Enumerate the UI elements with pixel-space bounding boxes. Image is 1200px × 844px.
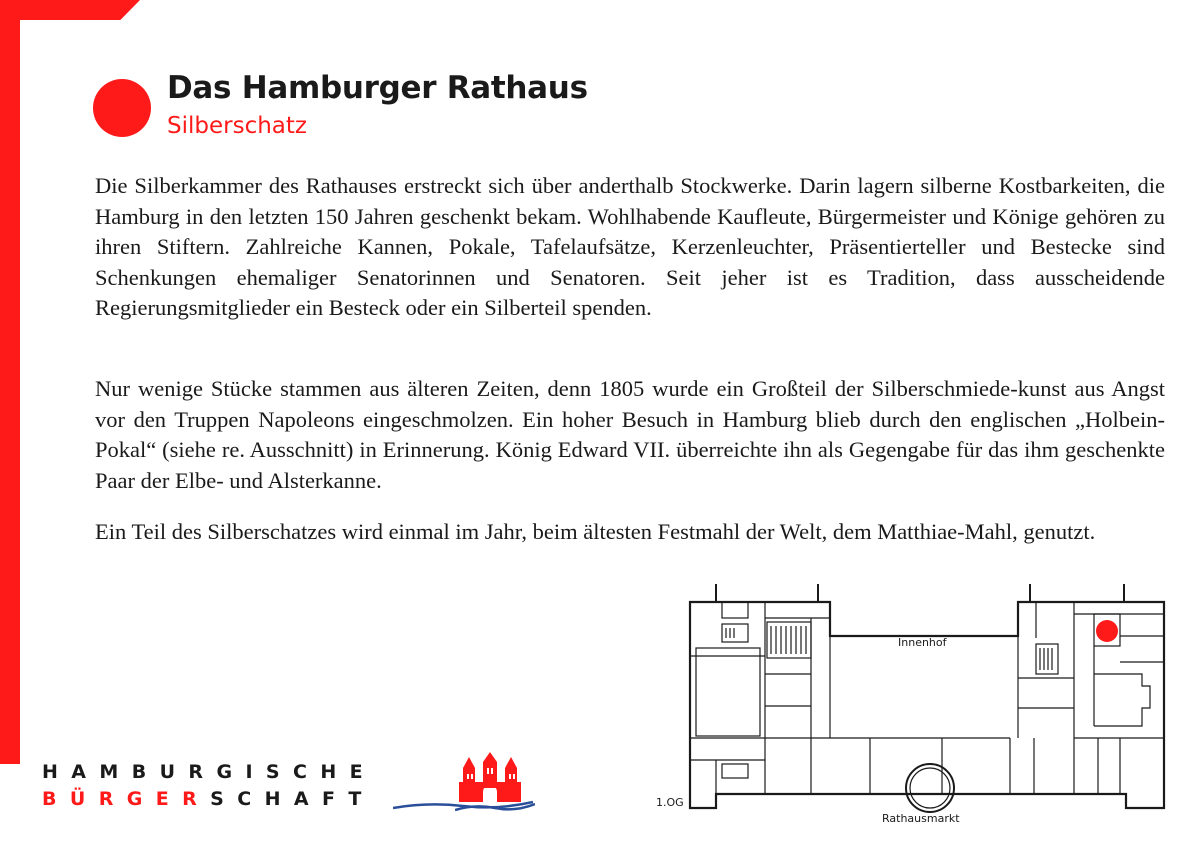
logo-text-line-1: HAMBURGISCHE bbox=[42, 761, 377, 783]
floor-plan bbox=[650, 578, 1170, 828]
paragraph-2: Nur wenige Stücke stammen aus älteren Zeiten, denn 1805 wurde ein Großteil der Silberschmiede-kunst aus Angst vor den Truppen Napoleons eingeschmolzen. Ein hoher Besuch in Hamburg blieb durch den englischen „Holbein-Pokal“ (siehe re. Ausschnitt) in Erinnerung. König Edward VII. überreichte ihn als Gegengabe für das ihm geschenkte Paar der Elbe- und Alsterkanne. bbox=[95, 376, 1165, 493]
courtyard-label: Innenhof bbox=[898, 636, 947, 649]
logo-text-dark: SCHAFT bbox=[210, 788, 375, 810]
logo-text-red: BÜRGER bbox=[42, 788, 211, 810]
square-label: Rathausmarkt bbox=[882, 812, 960, 825]
paragraph-3: Ein Teil des Silberschatzes wird einmal im Jahr, beim ältesten Festmahl der Welt, dem Matthiae-Mahl, genutzt. bbox=[95, 519, 1096, 544]
paragraph-1: Die Silberkammer des Rathauses erstreckt sich über anderthalb Stockwerke. Darin lagern silberne Kostbarkeiten, die Hamburg in den letzten 150 Jahren geschenkt bekam. Wohlhabende Kaufleute, Bürgermeister und Könige gehören zu ihren Stiftern. Zahlreiche Kannen, Pokale, Tafelaufsätze, Kerzenleuchter, Präsentierteller und Bestecke sind Schenkungen ehemaliger Senatorinnen und Senatoren. Seit jeher ist es Tradition, dass ausscheidende Regierungsmitglieder ein Besteck oder ein Silberteil spenden. bbox=[95, 173, 1165, 320]
floor-label: 1.OG bbox=[656, 796, 684, 809]
page-title: Das Hamburger Rathaus bbox=[167, 70, 588, 106]
red-corner-accent bbox=[0, 0, 140, 20]
logo-text-line-2 bbox=[42, 788, 375, 810]
page-subtitle: Silberschatz bbox=[167, 113, 307, 139]
red-dot-marker bbox=[93, 79, 151, 137]
red-side-bar bbox=[0, 0, 20, 764]
logo-wave-line bbox=[393, 798, 533, 812]
